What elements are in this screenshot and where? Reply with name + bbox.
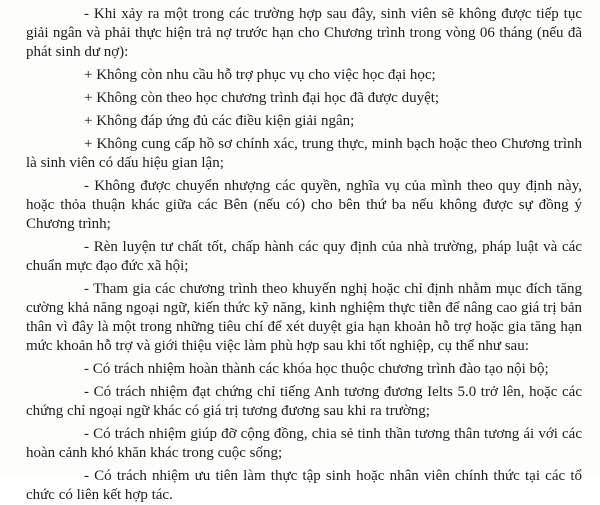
paragraph-internship: - Có trách nhiệm ưu tiên làm thực tập sinh hoặc nhân viên chính thức tại các tổ chức có liên kết hợp tác. [26, 468, 582, 504]
paragraph-fraud: + Không cung cấp hồ sơ chính xác, trung thực, minh bạch hoặc theo Chương trình là sinh viên có dấu hiệu gian lận; [26, 135, 582, 171]
paragraph-programs: - Tham gia các chương trình theo khuyến nghị hoặc chỉ định nhằm mục đích tăng cường khả năng ngoại ngữ, kiến thức kỹ năng, kinh nghiệm thực tiễn để nâng cao giá trị bản thân vì đây là một trong những tiêu chí để xét duyệt gia hạn khoản hỗ trợ hoặc gia tăng hạn mức khoản hỗ trợ và giới thiệu việc làm phù hợp sau khi tốt nghiệp, cụ thể như sau: [26, 280, 582, 355]
paragraph-no-need: + Không còn nhu cầu hỗ trợ phục vụ cho việc học đại học; [84, 67, 436, 84]
paragraph-internal-courses: - Có trách nhiệm hoàn thành các khóa học thuộc chương trình đào tạo nội bộ; [84, 361, 549, 378]
paragraph-no-transfer: - Không được chuyển nhượng các quyền, nghĩa vụ của mình theo quy định này, hoặc thỏa thuận khác giữa các Bên (nếu có) cho bên thứ ba nếu không được sự đồng ý Chương trình; [26, 177, 582, 232]
paragraph-conditions: + Không đáp ứng đủ các điều kiện giải ngân; [84, 112, 355, 129]
paragraph-not-studying: + Không còn theo học chương trình đại học đã được duyệt; [84, 90, 440, 106]
paragraph-conduct: - Rèn luyện tư chất tốt, chấp hành các quy định của nhà trường, pháp luật và các chuẩn mực đạo đức xã hội; [26, 238, 582, 274]
paragraph-community: - Có trách nhiệm giúp đỡ cộng đồng, chia sẻ tinh thần tương thân tương ái với các hoàn cảnh khó khăn khác trong cuộc sống; [26, 426, 582, 462]
paragraph-disbursement-stop: - Khi xảy ra một trong các trường hợp sau đây, sinh viên sẽ không được tiếp tục giải ngân và phải thực hiện trả nợ trước hạn cho Chương trình trong vòng 06 tháng (nếu đã phát sinh dư nợ): [26, 6, 582, 61]
paragraph-english-certificate: - Có trách nhiệm đạt chứng chỉ tiếng Anh tương đương Ielts 5.0 trở lên, hoặc các chứng chỉ ngoại ngữ khác có giá trị tương đương sau khi ra trường; [26, 384, 582, 420]
